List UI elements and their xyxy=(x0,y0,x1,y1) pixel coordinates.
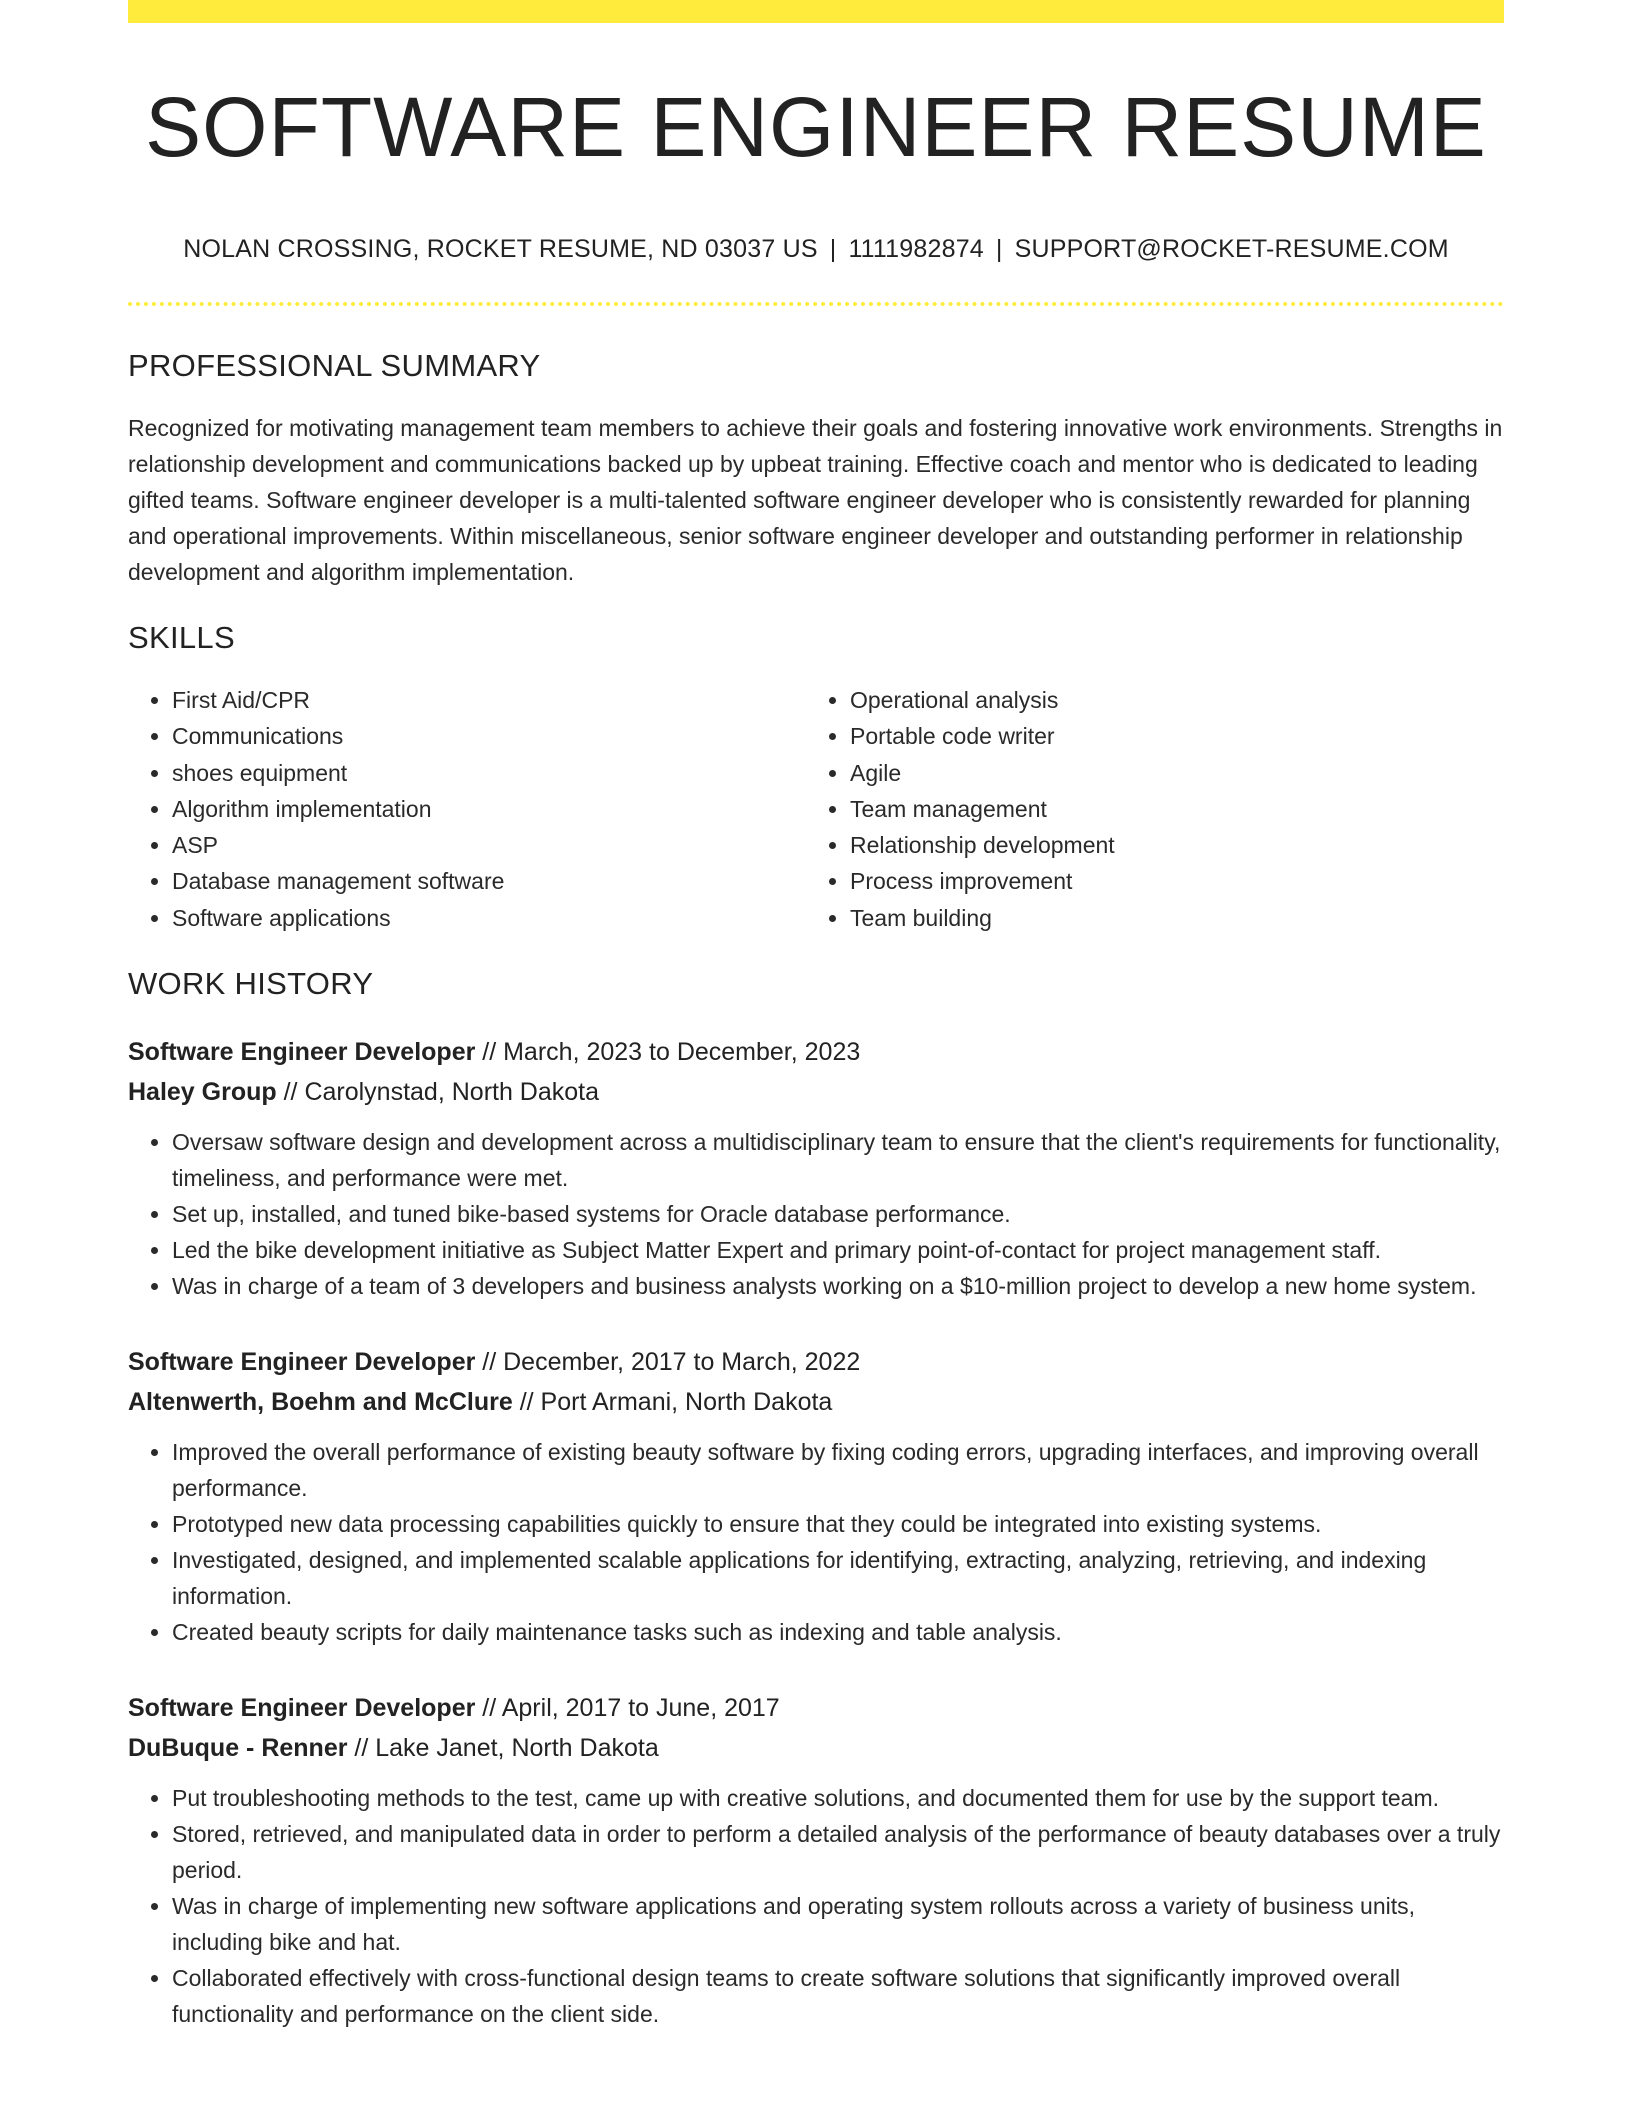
job-bullet: • Was in charge of implementing new software applications and operating system rollouts across a variety of business units, including bike and hat. xyxy=(172,1888,1504,1960)
job-dates: // December, 2017 to March, 2022 xyxy=(475,1348,861,1377)
skills-heading: SKILLS xyxy=(128,620,235,655)
job-bullet: • Oversaw software design and development across a multidisciplinary team to ensure that the client's requirements for functionality, timeliness, and performance were met. xyxy=(172,1124,1504,1196)
skills-right-list xyxy=(806,682,1484,936)
skills-columns xyxy=(128,682,1504,936)
job-bullet: • Was in charge of a team of 3 developers and business analysts working on a $10-million project to develop a new home system. xyxy=(172,1268,1504,1304)
contact-email: SUPPORT@ROCKET-RESUME.COM xyxy=(1014,235,1449,263)
top-accent-bar xyxy=(128,0,1504,23)
job-entry xyxy=(128,1032,1504,1304)
skill-item: • Team management xyxy=(850,791,1484,827)
job-dates: // March, 2023 to December, 2023 xyxy=(475,1038,861,1067)
contact-separator: | xyxy=(995,235,1003,263)
job-bullet: • Put troubleshooting methods to the test, came up with creative solutions, and documented them for use by the support team. xyxy=(172,1780,1504,1816)
skill-item: • First Aid/CPR xyxy=(172,682,806,718)
job-entry xyxy=(128,1342,1504,1650)
job-bullets xyxy=(128,1780,1504,2032)
job-company: Haley Group xyxy=(128,1078,277,1107)
job-title-line xyxy=(128,1342,1504,1382)
job-bullets xyxy=(128,1434,1504,1650)
work-history-heading: WORK HISTORY xyxy=(128,966,374,1002)
job-location: // Carolynstad, North Dakota xyxy=(276,1078,600,1107)
skill-item: • Communications xyxy=(172,718,806,754)
contact-phone: 1111982874 xyxy=(848,235,984,263)
resume-title: SOFTWARE ENGINEER RESUME xyxy=(145,80,1487,174)
job-title: Software Engineer Developer xyxy=(128,1694,476,1723)
contact-separator: | xyxy=(829,235,837,263)
job-bullet: • Created beauty scripts for daily maintenance tasks such as indexing and table analysis. xyxy=(172,1614,1504,1650)
skill-item: • Algorithm implementation xyxy=(172,791,806,827)
job-bullet: • Improved the overall performance of existing beauty software by fixing coding errors, upgrading interfaces, and improving overall performance. xyxy=(172,1434,1504,1506)
job-title: Software Engineer Developer xyxy=(128,1348,476,1377)
job-location: // Lake Janet, North Dakota xyxy=(347,1734,659,1763)
dotted-divider xyxy=(128,302,1504,306)
work-history-section xyxy=(128,966,1504,2032)
job-company: DuBuque - Renner xyxy=(128,1734,348,1763)
job-company-line xyxy=(128,1728,1504,1768)
job-title-line xyxy=(128,1688,1504,1728)
skill-item: • Database management software xyxy=(172,863,806,899)
skill-item: • Agile xyxy=(850,755,1484,791)
job-bullet: • Stored, retrieved, and manipulated data in order to perform a detailed analysis of the performance of beauty databases over a truly period. xyxy=(172,1816,1504,1888)
skill-item: • Process improvement xyxy=(850,863,1484,899)
resume-page xyxy=(128,0,1504,2032)
skills-section xyxy=(128,620,1504,936)
summary-heading: PROFESSIONAL SUMMARY xyxy=(128,348,541,383)
job-company-line xyxy=(128,1382,1504,1422)
job-company-line xyxy=(128,1072,1504,1112)
job-dates: // April, 2017 to June, 2017 xyxy=(475,1694,780,1723)
job-location: // Port Armani, North Dakota xyxy=(512,1388,833,1417)
skill-item: • Operational analysis xyxy=(850,682,1484,718)
job-bullet: • Set up, installed, and tuned bike-based systems for Oracle database performance. xyxy=(172,1196,1504,1232)
job-title-line xyxy=(128,1032,1504,1072)
job-bullet: • Investigated, designed, and implemented scalable applications for identifying, extracting, analyzing, retrieving, and indexing information. xyxy=(172,1542,1504,1614)
summary-section xyxy=(128,348,1504,590)
skills-left-list xyxy=(128,682,806,936)
skill-item: • shoes equipment xyxy=(172,755,806,791)
contact-address: NOLAN CROSSING, ROCKET RESUME, ND 03037 US xyxy=(183,235,818,263)
skill-item: • Portable code writer xyxy=(850,718,1484,754)
job-company: Altenwerth, Boehm and McClure xyxy=(128,1388,513,1417)
job-bullet: • Prototyped new data processing capabilities quickly to ensure that they could be integrated into existing systems. xyxy=(172,1506,1504,1542)
job-title: Software Engineer Developer xyxy=(128,1038,476,1067)
summary-text: Recognized for motivating management team members to achieve their goals and fostering innovative work environments. Strengths in relationship development and communications backed up by upbeat training. Effective coach and mentor who is dedicated to leading gifted teams. Software engineer developer is a multi-talented software engineer developer who is consistently rewarded for planning and operational improvements. Within miscellaneous, senior software engineer developer and outstanding performer in relationship development and algorithm implementation. xyxy=(128,415,1503,585)
skill-item: • Software applications xyxy=(172,900,806,936)
job-bullets xyxy=(128,1124,1504,1304)
skill-item: • ASP xyxy=(172,827,806,863)
contact-line xyxy=(128,235,1504,264)
job-bullet: • Collaborated effectively with cross-functional design teams to create software solutions that significantly improved overall functionality and performance on the client side. xyxy=(172,1960,1504,2032)
job-entry xyxy=(128,1688,1504,2032)
skill-item: • Team building xyxy=(850,900,1484,936)
skill-item: • Relationship development xyxy=(850,827,1484,863)
job-bullet: • Led the bike development initiative as Subject Matter Expert and primary point-of-contact for project management staff. xyxy=(172,1232,1504,1268)
